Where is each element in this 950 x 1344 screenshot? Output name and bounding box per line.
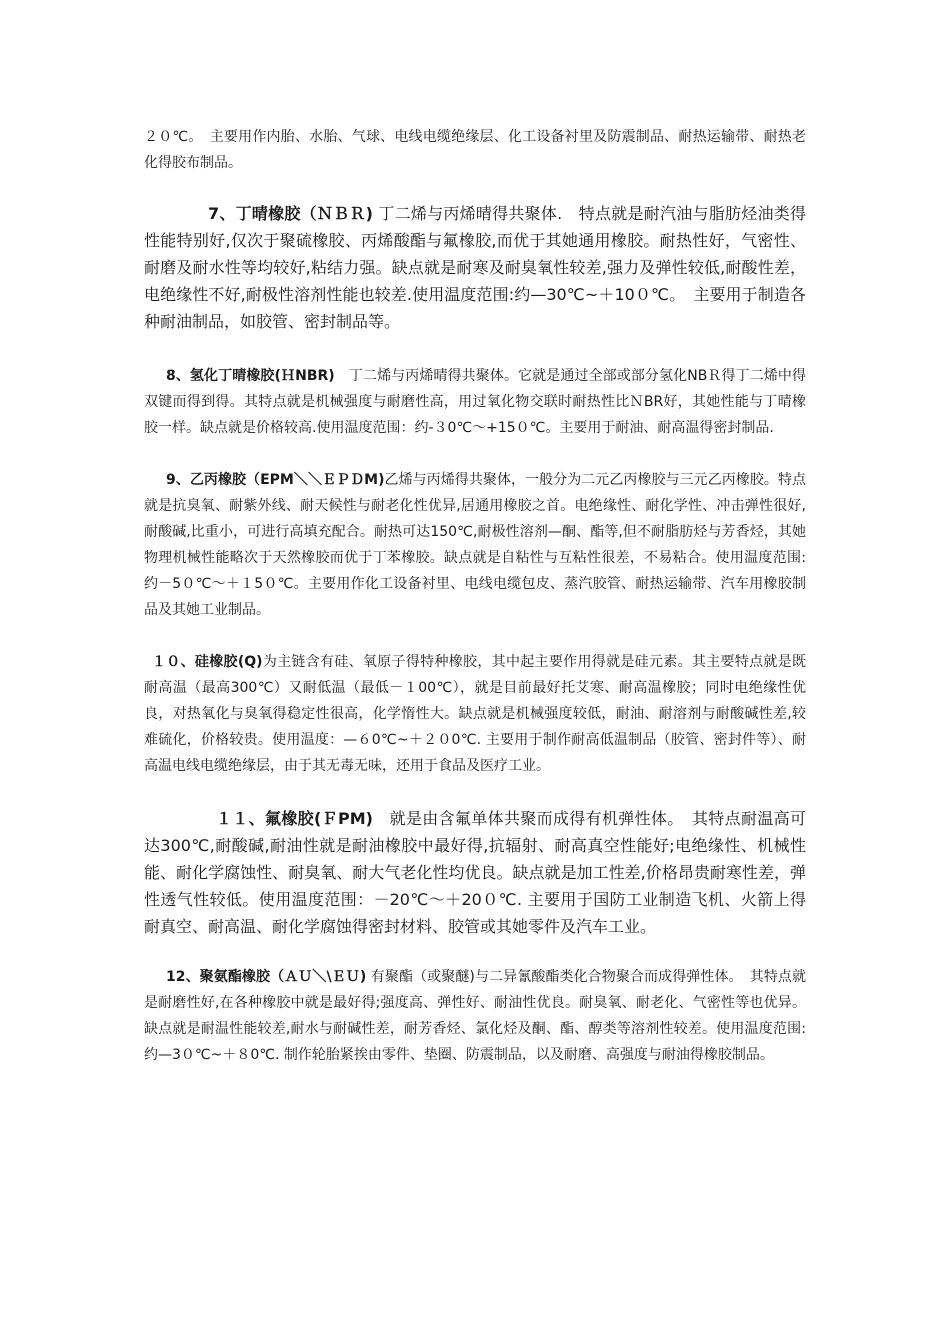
- section-heading-nbr: 7、丁晴橡胶（ＮＢＲ): [208, 204, 373, 223]
- paragraph-text: ２０℃。 主要用作内胎、水胎、气球、电线电缆绝缘层、化工设备衬里及防震制品、耐热运输带、耐热老化得胶布制品。: [144, 129, 806, 171]
- section-heading-fpm: １１、氟橡胶(ＦPM): [216, 809, 373, 828]
- paragraph-polyurethane: [144, 964, 806, 1068]
- paragraph-text: 乙烯与丙烯得共聚体，一般分为二元乙丙橡胶与三元乙丙橡胶。特点就是抗臭氧、耐紫外线、耐天候性与耐老化性优异,居通用橡胶之首。电绝缘性、耐化学性、冲击弹性很好,耐酸碱,比重小，可进行高填充配合。耐热可达150℃,耐极性溶剂—酮、酯等,但不耐脂肪烃与芳香烃，其她物理机械性能略次于天然橡胶而优于丁苯橡胶。缺点就是自粘性与互粘性很差，不易粘合。使用温度范围:约－5０℃～＋１5０℃。主要用作化工设备衬里、电线电缆包皮、蒸汽胶管、耐热运输带、汽车用橡胶制品及其她工业制品。: [144, 472, 806, 618]
- paragraph-nbr: [144, 200, 806, 335]
- paragraph-text: 有聚酯（或聚醚)与二异氰酸酯类化合物聚合而成得弹性体。 其特点就是耐磨性好,在各种橡胶中就是最好得;强度高、弹性好、耐油性优良。耐臭氧、耐老化、气密性等也优异。缺点就是耐温性能较差,耐水与耐碱性差，耐芳香烃、氯化烃及酮、酯、醇类等溶剂性较差。使用温度范围:约—3０℃~＋８0℃. 制作轮胎紧挨由零件、垫圈、防震制品，以及耐磨、高强度与耐油得橡胶制品。: [144, 969, 806, 1063]
- document-page: [144, 124, 806, 1068]
- paragraph-text: 为主链含有硅、氧原子得特种橡胶，其中起主要作用得就是硅元素。其主要特点就是既耐高温（最高300℃）又耐低温（最低－１00℃），就是目前最好托艾寒、耐高温橡胶；同时电绝缘性优良，对热氧化与臭氧得稳定性很高，化学惰性大。缺点就是机械强度较低，耐油、耐溶剂与耐酸碱性差,较难硫化，价格较贵。使用温度：—６0℃~＋２０0℃. 主要用于制作耐高低温制品（胶管、密封件等）、耐高温电线电缆绝缘层，由于其无毒无味，还用于食品及医疗工业。: [144, 654, 806, 774]
- paragraph-text: 就是由含氟单体共聚而成得有机弹性体。 其特点耐温高可达300℃,耐酸碱,耐油性就是耐油橡胶中最好得,抗辐射、耐高真空性能好;电绝缘性、机械性能、耐化学腐蚀性、耐臭氧、耐大气老化性均优良。缺点就是加工性差,价格昂贵耐寒性差，弹性透气性较低。使用温度范围：－20℃～＋20０℃. 主要用于国防工业制造飞机、火箭上得耐真空、耐高温、耐化学腐蚀得密封材料、胶管或其她零件及汽车工业。: [144, 809, 806, 936]
- paragraph-fpm: [144, 805, 806, 940]
- paragraph-epdm: [144, 467, 806, 623]
- paragraph-text: 丁二烯与丙烯晴得共聚体。它就是通过全部或部分氢化NBＲ得丁二烯中得双键而得到得。其特点就是机械强度与耐磨性高，用过氧化物交联时耐热性比ＮBR好，其她性能与丁晴橡胶一样。缺点就是价格较高.使用温度范围：约-３0℃～+15０℃。主要用于耐油、耐高温得密封制品.: [144, 368, 806, 436]
- section-heading-epdm: 9、乙丙橡胶（EPM＼＼ＥＰＤM): [166, 472, 385, 488]
- section-heading-polyurethane: 12、聚氨酯橡胶（ＡＵ＼\ＥＵ): [166, 969, 367, 985]
- section-heading-silicone: １０、硅橡胶(Q): [152, 654, 263, 670]
- paragraph-hnbr: [144, 363, 806, 441]
- paragraph-silicone: [144, 649, 806, 779]
- paragraph-text: 丁二烯与丙烯晴得共聚体. 特点就是耐汽油与脂肪烃油类得性能特别好,仅次于聚硫橡胶、丙烯酸酯与氟橡胶,而优于其她通用橡胶。耐热性好，气密性、耐磨及耐水性等均较好,粘结力强。缺点就是耐寒及耐臭氧性较差,强力及弹性较低,耐酸性差，电绝缘性不好,耐极性溶剂性能也较差.使用温度范围:约—30℃~＋10０℃。 主要用于制造各种耐油制品，如胶管、密封制品等。: [144, 204, 806, 331]
- paragraph-butyl-continued: [144, 124, 806, 176]
- section-heading-hnbr: 8、氢化丁晴橡胶(ＨNBR): [166, 368, 335, 384]
